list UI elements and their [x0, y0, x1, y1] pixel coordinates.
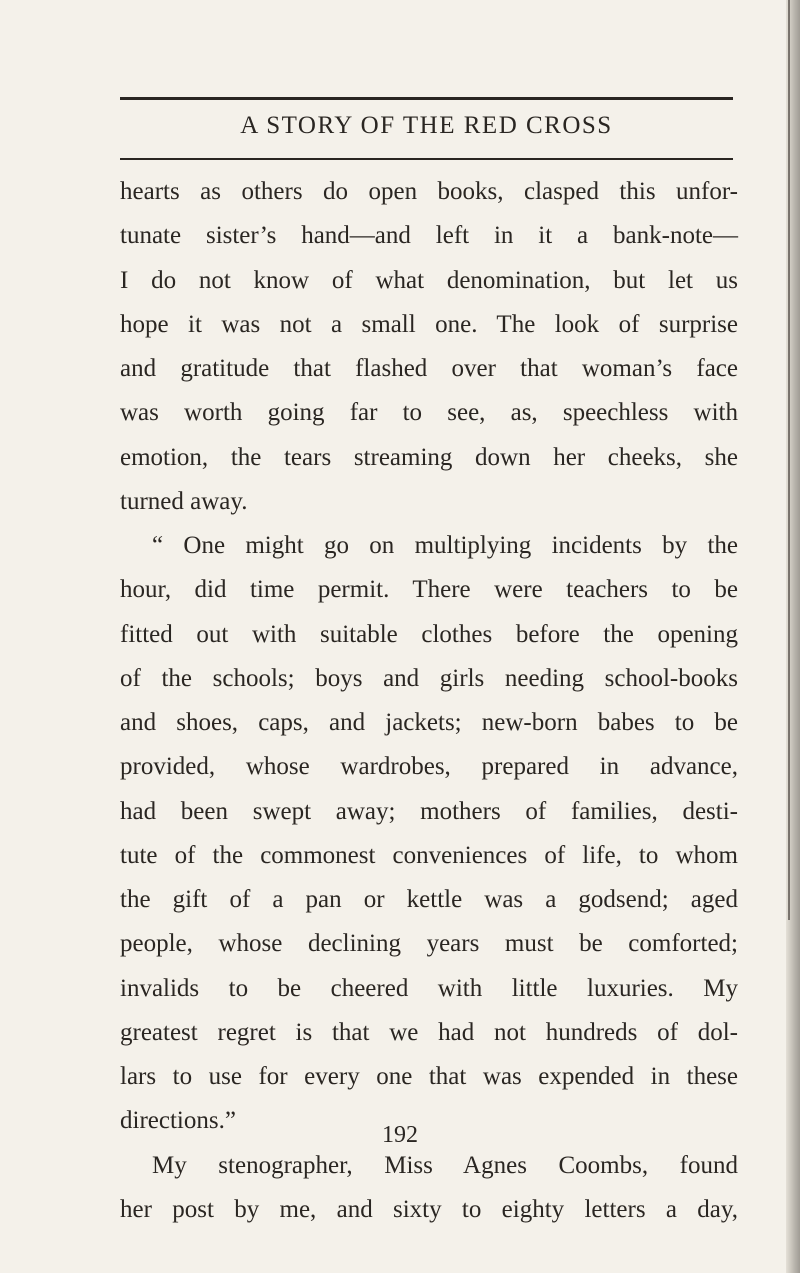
- text-line: tunate sister’s hand—and left in it a bank-note—: [120, 222, 738, 250]
- running-head: A STORY OF THE RED CROSS: [240, 112, 613, 139]
- text-line: invalids to be cheered with little luxuries. My: [120, 974, 738, 1002]
- text-line: tute of the commonest conveniences of life, to whom: [120, 841, 738, 869]
- text-line: greatest regret is that we had not hundreds of dol-: [120, 1018, 738, 1046]
- text-line: people, whose declining years must be comforted;: [120, 930, 738, 958]
- text-line: hearts as others do open books, clasped this unfor-: [120, 178, 738, 205]
- text-line: directions.”: [120, 1107, 236, 1135]
- text-line: hope it was not a small one. The look of surprise: [120, 310, 738, 338]
- text-line: the gift of a pan or kettle was a godsend; aged: [120, 886, 738, 913]
- text-line: hour, did time permit. There were teachers to be: [120, 576, 738, 604]
- text-line: turned away.: [120, 487, 248, 515]
- text-line: I do not know of what denomination, but let us: [120, 266, 738, 294]
- text-line: “ One might go on multiplying incidents by the: [152, 532, 738, 559]
- text-line: and gratitude that flashed over that woman’s face: [120, 355, 738, 382]
- text-line: had been swept away; mothers of families, desti-: [120, 797, 738, 825]
- text-line: fitted out with suitable clothes before the opening: [120, 620, 738, 648]
- body-text: [120, 170, 738, 1232]
- text-line: lars to use for every one that was expended in these: [120, 1063, 738, 1090]
- text-line: provided, whose wardrobes, prepared in advance,: [120, 753, 738, 781]
- header-rule-bottom: [120, 158, 733, 160]
- page-edge-line: [788, 0, 790, 920]
- text-line: and shoes, caps, and jackets; new-born babes to be: [120, 709, 738, 736]
- text-line: was worth going far to see, as, speechless with: [120, 399, 738, 427]
- page-number: 192: [382, 1122, 418, 1148]
- text-line: her post by me, and sixty to eighty letters a day,: [120, 1195, 738, 1223]
- header-rule-top: [120, 97, 733, 100]
- text-line: of the schools; boys and girls needing school-books: [120, 664, 738, 692]
- text-line: emotion, the tears streaming down her cheeks, she: [120, 443, 738, 471]
- text-line: My stenographer, Miss Agnes Coombs, found: [152, 1151, 738, 1179]
